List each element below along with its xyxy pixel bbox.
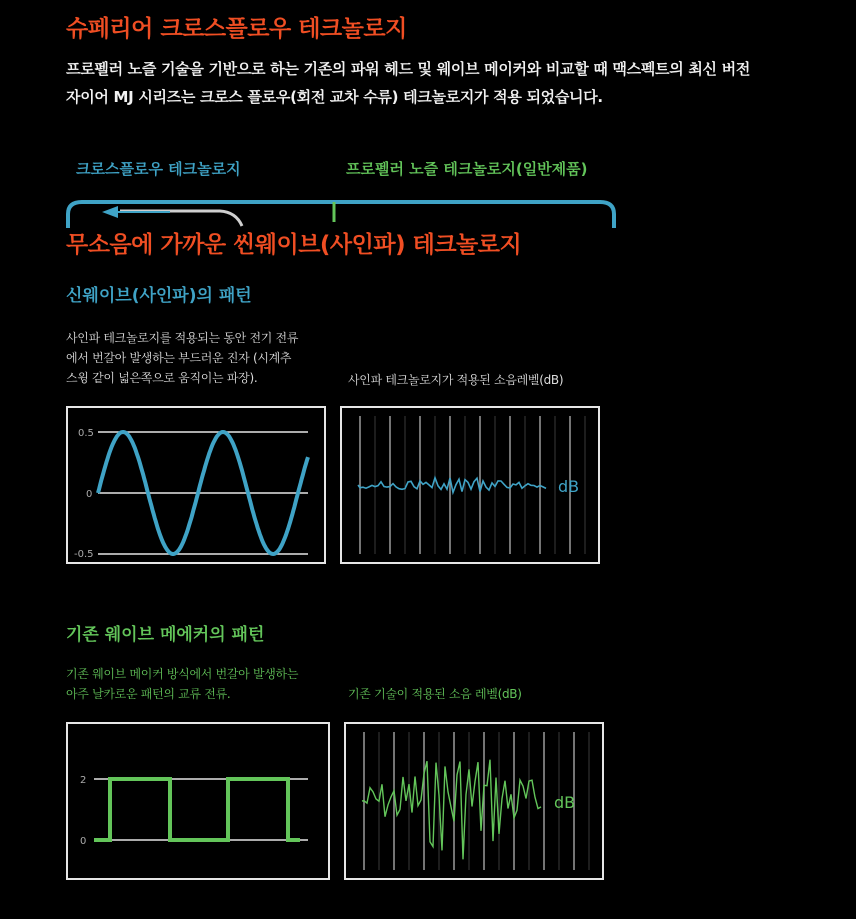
description-line: 기존 웨이브 메이커 방식에서 번갈아 발생하는 xyxy=(66,667,299,681)
square-noise-caption: 기존 기술이 적용된 소음 레벨(dB) xyxy=(348,687,522,701)
description-line: 아주 날카로운 패턴의 교류 전류. xyxy=(66,687,231,701)
square-wave-line xyxy=(94,779,300,840)
intro-line: 프로펠러 노즐 기술을 기반으로 하는 기존의 파워 헤드 및 웨이브 메이커와 비교할 때 맥스펙트의 최신 버전 xyxy=(66,60,751,78)
sine-wave-chart xyxy=(68,408,324,562)
db-label: dB xyxy=(554,793,576,812)
noise-line xyxy=(358,478,546,493)
intro-line: 자이어 MJ 시리즈는 크로스 플로우(회전 교차 수류) 테크놀로지가 적용 되었습니다. xyxy=(66,88,603,106)
tick-label: 0 xyxy=(80,836,87,847)
tick-label: 2 xyxy=(80,775,87,786)
sine-description xyxy=(66,328,336,388)
sine-noise-panel xyxy=(340,406,600,564)
sine-section-title: 신웨이브(사인파)의 패턴 xyxy=(66,286,252,306)
tick-label: 0 xyxy=(86,489,93,500)
page-title: 슈페리어 크로스플로우 테크놀로지 xyxy=(66,16,407,42)
db-label: dB xyxy=(558,477,580,496)
headline: 무소음에 가까운 씬웨이브(사인파) 테크놀로지 xyxy=(66,232,522,258)
crossflow-arrow-curve xyxy=(120,211,242,226)
description-line: 사인파 테크놀로지를 적용되는 동안 전기 전류 xyxy=(66,331,299,345)
square-description xyxy=(66,664,336,704)
tick-label: 0.5 xyxy=(78,428,94,439)
square-wave-chart xyxy=(68,724,328,878)
sine-wave-panel xyxy=(66,406,326,564)
square-noise-chart xyxy=(346,724,602,878)
arrow-left-icon xyxy=(102,206,118,218)
sine-noise-caption: 사인파 테크놀로지가 적용된 소음레벨(dB) xyxy=(348,373,564,387)
intro-text xyxy=(66,55,826,111)
description-line: 에서 번갈아 발생하는 부드러운 진자 (시계추 xyxy=(66,351,292,365)
propeller-label: 프로펠러 노즐 테크놀로지(일반제품) xyxy=(346,160,588,178)
tick-label: -0.5 xyxy=(74,549,94,560)
square-noise-panel xyxy=(344,722,604,880)
crossflow-label: 크로스플로우 테크놀로지 xyxy=(76,160,241,178)
flow-bracket xyxy=(68,202,614,228)
square-section-title: 기존 웨이브 메에커의 패턴 xyxy=(66,625,265,645)
description-line: 스윙 같이 넓은쪽으로 움직이는 파장). xyxy=(66,371,258,385)
sine-noise-chart xyxy=(342,408,598,562)
square-wave-panel xyxy=(66,722,330,880)
